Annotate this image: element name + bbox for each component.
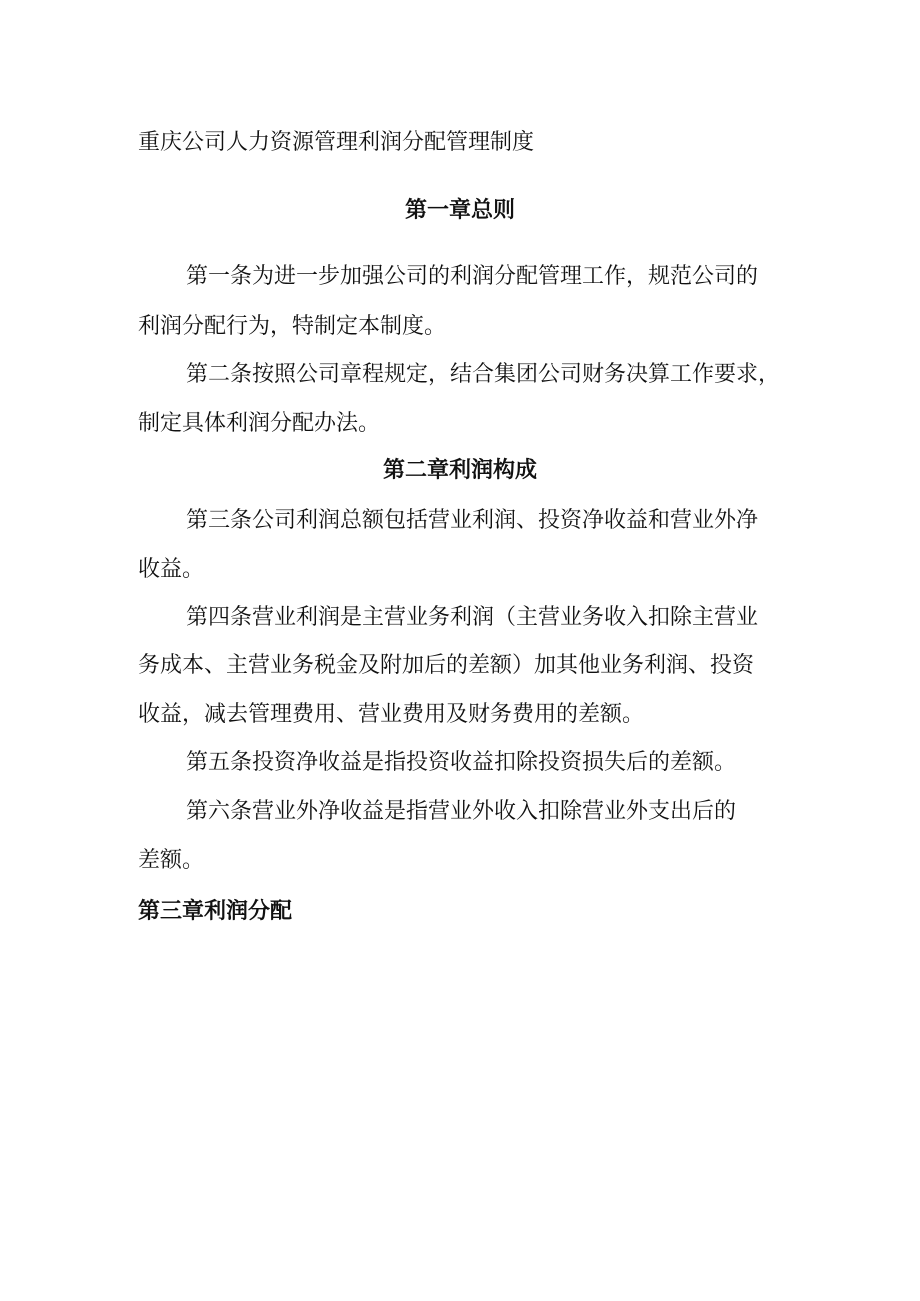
article-1-line-1: 第一条为进一步加强公司的利润分配管理工作，规范公司的 bbox=[186, 264, 759, 289]
article-6-line-2: 差额。 bbox=[138, 848, 205, 873]
chapter-1-heading: 第一章总则 bbox=[404, 198, 515, 223]
document-title: 重庆公司人力资源管理利润分配管理制度 bbox=[138, 130, 535, 155]
article-5-line-1: 第五条投资净收益是指投资收益扣除投资损失后的差额。 bbox=[186, 750, 737, 775]
article-3-line-1: 第三条公司利润总额包括营业利润、投资净收益和营业外净 bbox=[186, 508, 759, 533]
article-4-line-1: 第四条营业利润是主营业务利润（主营业务收入扣除主营业 bbox=[186, 605, 759, 630]
chapter-3-heading: 第三章利润分配 bbox=[138, 899, 293, 924]
chapter-2-heading: 第二章利润构成 bbox=[382, 458, 537, 483]
article-3-line-2: 收益。 bbox=[138, 557, 205, 582]
article-1-line-2: 利润分配行为，特制定本制度。 bbox=[138, 314, 447, 339]
article-4-line-2: 务成本、主营业务税金及附加后的差额）加其他业务利润、投资 bbox=[138, 653, 755, 678]
article-4-line-3: 收益，减去管理费用、营业费用及财务费用的差额。 bbox=[138, 702, 645, 727]
article-2-line-2: 制定具体利润分配办法。 bbox=[138, 411, 381, 436]
article-6-line-1: 第六条营业外净收益是指营业外收入扣除营业外支出后的 bbox=[186, 799, 737, 824]
article-2-line-1: 第二条按照公司章程规定，结合集团公司财务决算工作要求， bbox=[186, 362, 781, 387]
